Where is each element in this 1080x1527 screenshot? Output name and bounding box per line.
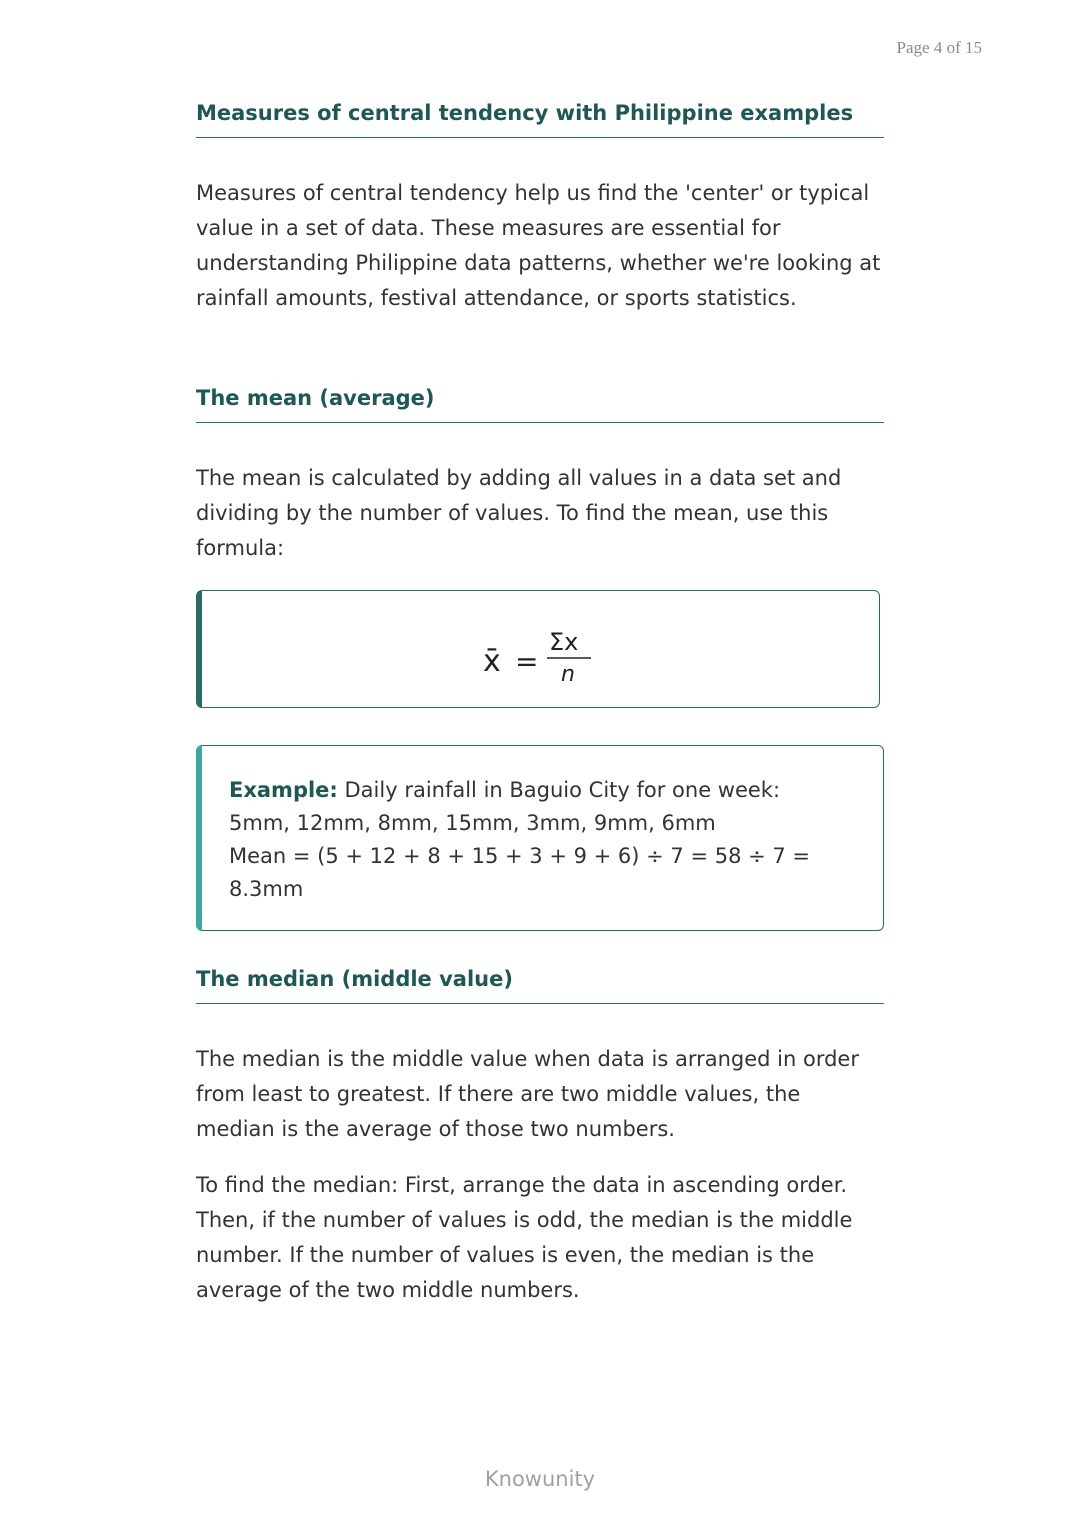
mean-heading: The mean (average) [196, 386, 884, 423]
mean-formula-svg [481, 615, 601, 685]
mean-formula [202, 615, 879, 689]
formula-denominator: n [560, 662, 575, 685]
formula-equals: = [514, 645, 538, 678]
example-line-4: 8.3mm [229, 877, 304, 901]
example-line-3: Mean = (5 + 12 + 8 + 15 + 3 + 9 + 6) ÷ 7 = 58 ÷ 7 = [229, 844, 811, 868]
median-paragraph-2: To find the median: First, arrange the data in ascending order. Then, if the number of values is odd, the median is the middle number. If the number of values is even, the median is the average of the two middle numbers. [196, 1173, 853, 1302]
formula-lhs: x̄ [482, 644, 501, 679]
mean-paragraph: The mean is calculated by adding all values in a data set and dividing by the number of values. To find the mean, use this formula: [196, 466, 842, 560]
example-box [196, 745, 884, 931]
intro-paragraph: Measures of central tendency help us find the 'center' or typical value in a set of data. These measures are essential for understanding Philippine data patterns, whether we're looking at rainfall amounts, festival attendance, or sports statistics. [196, 181, 881, 310]
formula-box [196, 590, 880, 708]
example-intro: Daily rainfall in Baguio City for one week: [337, 778, 781, 802]
example-line-2: 5mm, 12mm, 8mm, 15mm, 3mm, 9mm, 6mm [229, 811, 716, 835]
median-heading: The median (middle value) [196, 967, 884, 1004]
section-title: Measures of central tendency with Philippine examples [196, 101, 884, 138]
median-paragraph-1: The median is the middle value when data is arranged in order from least to greatest. If there are two middle values, the median is the average of those two numbers. [196, 1047, 859, 1141]
footer-brand: Knowunity [484, 1467, 596, 1491]
page-number: Page 4 of 15 [896, 38, 982, 57]
example-line-1 [229, 774, 853, 807]
example-label: Example: [229, 778, 338, 802]
formula-numerator: Σx [548, 628, 578, 656]
